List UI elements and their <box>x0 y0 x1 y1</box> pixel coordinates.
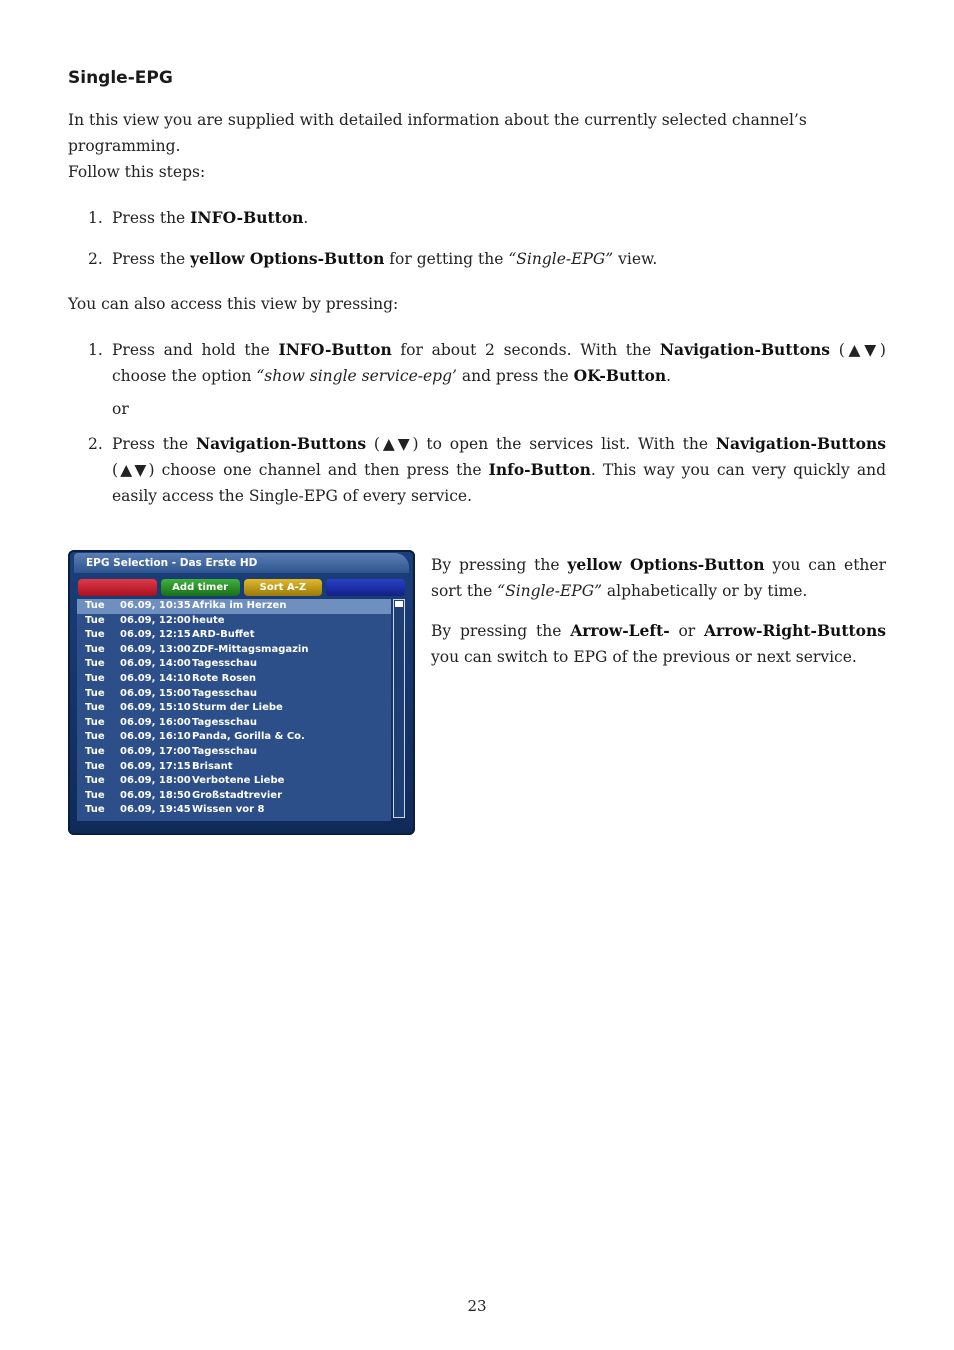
epg-time: 06.09, 14:10 <box>120 672 191 684</box>
scrollbar-thumb <box>395 601 403 607</box>
epg-title: Afrika im Herzen <box>192 600 287 611</box>
epg-title: heute <box>192 614 225 626</box>
section-heading: Single-EPG <box>68 68 173 88</box>
epg-day: Tue <box>85 687 105 699</box>
text: you can switch to EPG of the previous or next service. <box>431 648 857 666</box>
text: alphabetically or by time. <box>602 582 808 600</box>
text: . This way you can very quickly and easily access the Single-EPG of every service. <box>112 461 887 505</box>
epg-day: Tue <box>85 731 105 743</box>
epg-day: Tue <box>85 745 105 757</box>
bold-text: yellow Options-Button <box>190 249 385 268</box>
epg-time: 06.09, 15:10 <box>120 702 191 714</box>
epg-list <box>77 599 391 821</box>
epg-time: 06.09, 19:45 <box>120 804 191 816</box>
epg-title: Panda, Gorilla & Co. <box>192 731 305 743</box>
bold-text: Arrow-Right-Buttons <box>704 621 886 640</box>
page-number: 23 <box>467 1297 487 1315</box>
epg-day: Tue <box>85 629 105 641</box>
epg-day: Tue <box>85 614 105 626</box>
text: or <box>669 622 705 640</box>
table-row <box>77 774 391 789</box>
epg-time: 06.09, 12:15 <box>120 629 191 641</box>
epg-screenshot <box>68 550 415 835</box>
item-number: 1. <box>88 209 103 227</box>
epg-time: 06.09, 14:00 <box>120 658 191 670</box>
epg-day: Tue <box>85 658 105 670</box>
epg-day: Tue <box>85 804 105 816</box>
epg-time: 06.09, 18:50 <box>120 789 191 801</box>
epg-day: Tue <box>85 760 105 772</box>
epg-title: Wissen vor 8 <box>192 804 265 816</box>
table-row <box>77 730 391 745</box>
bold-text: yellow Options-Button <box>567 555 765 574</box>
item-number: 1. <box>88 341 103 359</box>
list-item <box>68 431 886 509</box>
bold-text: Navigation-Buttons <box>659 340 830 359</box>
text: By pressing the <box>431 556 568 574</box>
epg-title: Tagesschau <box>192 745 258 757</box>
steps-list-1 <box>68 205 886 272</box>
table-row <box>77 803 391 818</box>
side-paragraph-2 <box>431 618 886 670</box>
table-row <box>77 701 391 716</box>
epg-title-bar: EPG Selection - Das Erste HD <box>74 553 409 573</box>
sort-button: Sort A-Z <box>244 579 323 596</box>
text: Press the <box>112 209 191 227</box>
follow-paragraph: Follow this steps: <box>68 163 206 181</box>
text: view. <box>613 250 658 268</box>
text: and press the <box>456 367 574 385</box>
epg-time: 06.09, 12:00 <box>120 614 191 626</box>
epg-title: Großstadtrevier <box>192 789 282 801</box>
side-text <box>431 552 886 670</box>
epg-time: 06.09, 16:10 <box>120 731 191 743</box>
epg-title: Tagesschau <box>192 687 258 699</box>
side-paragraph-1 <box>431 552 886 604</box>
bold-text: INFO-Button <box>278 340 392 359</box>
intro-paragraph: In this view you are supplied with detailed information about the currently selected channel’s programming. <box>68 111 807 155</box>
list-item <box>68 337 886 389</box>
item-number: 2. <box>88 250 103 268</box>
epg-day: Tue <box>85 716 105 728</box>
bold-text: Navigation-Buttons <box>715 434 886 453</box>
list-item <box>68 246 886 272</box>
epg-title: ARD-Buffet <box>192 629 255 641</box>
bold-text: Arrow-Left- <box>570 621 670 640</box>
epg-time: 06.09, 18:00 <box>120 775 191 787</box>
text: for getting the <box>384 250 509 268</box>
table-row <box>77 657 391 672</box>
epg-day: Tue <box>85 600 105 611</box>
blue-button <box>326 579 405 596</box>
epg-title: Tagesschau <box>192 658 258 670</box>
italic-text: “Single-EPG” <box>508 250 614 268</box>
table-row <box>77 643 391 658</box>
table-row <box>77 760 391 775</box>
table-row <box>77 599 391 614</box>
text: Press the <box>112 250 191 268</box>
epg-title: Tagesschau <box>192 716 258 728</box>
table-row <box>77 628 391 643</box>
color-button-bar <box>78 579 405 596</box>
epg-day: Tue <box>85 643 105 655</box>
text: you can ether sort the <box>431 556 886 600</box>
epg-time: 06.09, 15:00 <box>120 687 191 699</box>
bold-text: Info-Button <box>488 460 591 479</box>
text: . <box>303 209 309 227</box>
table-row <box>77 672 391 687</box>
text: By pressing the <box>431 622 571 640</box>
italic-text: “show single service-epg’ <box>256 367 457 385</box>
text: Press the <box>112 435 196 453</box>
epg-day: Tue <box>85 702 105 714</box>
text: Press and hold the <box>112 341 279 359</box>
scrollbar <box>393 599 405 818</box>
text: . <box>666 367 672 385</box>
epg-time: 06.09, 10:35 <box>120 600 191 611</box>
also-paragraph: You can also access this view by pressing: <box>68 295 399 313</box>
item-number: 2. <box>88 435 103 453</box>
or-text: or <box>112 400 129 418</box>
text: for about 2 seconds. With the <box>391 341 660 359</box>
bold-text: Navigation-Buttons <box>195 434 367 453</box>
epg-title: Brisant <box>192 760 233 772</box>
italic-text: “Single-EPG” <box>497 582 602 600</box>
table-row <box>77 614 391 629</box>
table-row <box>77 789 391 804</box>
epg-time: 06.09, 16:00 <box>120 716 191 728</box>
epg-time: 06.09, 17:15 <box>120 760 191 772</box>
red-button <box>78 579 157 596</box>
bold-text: OK-Button <box>573 366 667 385</box>
text: (▲▼) choose the option <box>112 341 886 385</box>
epg-day: Tue <box>85 672 105 684</box>
text: (▲▼) to open the services list. With the <box>366 435 716 453</box>
epg-title: Rote Rosen <box>192 672 257 684</box>
steps-list-2 <box>68 337 886 509</box>
list-item <box>68 205 886 231</box>
table-row <box>77 687 391 702</box>
epg-title: Sturm der Liebe <box>192 702 283 714</box>
bold-text: INFO-Button <box>190 208 304 227</box>
epg-time: 06.09, 17:00 <box>120 745 191 757</box>
table-row <box>77 745 391 760</box>
add-timer-button: Add timer <box>161 579 240 596</box>
epg-day: Tue <box>85 775 105 787</box>
epg-title: Verbotene Liebe <box>192 775 285 787</box>
epg-day: Tue <box>85 789 105 801</box>
epg-title: ZDF-Mittagsmagazin <box>192 643 309 655</box>
table-row <box>77 716 391 731</box>
text: (▲▼) choose one channel and then press the <box>112 461 489 479</box>
epg-time: 06.09, 13:00 <box>120 643 191 655</box>
